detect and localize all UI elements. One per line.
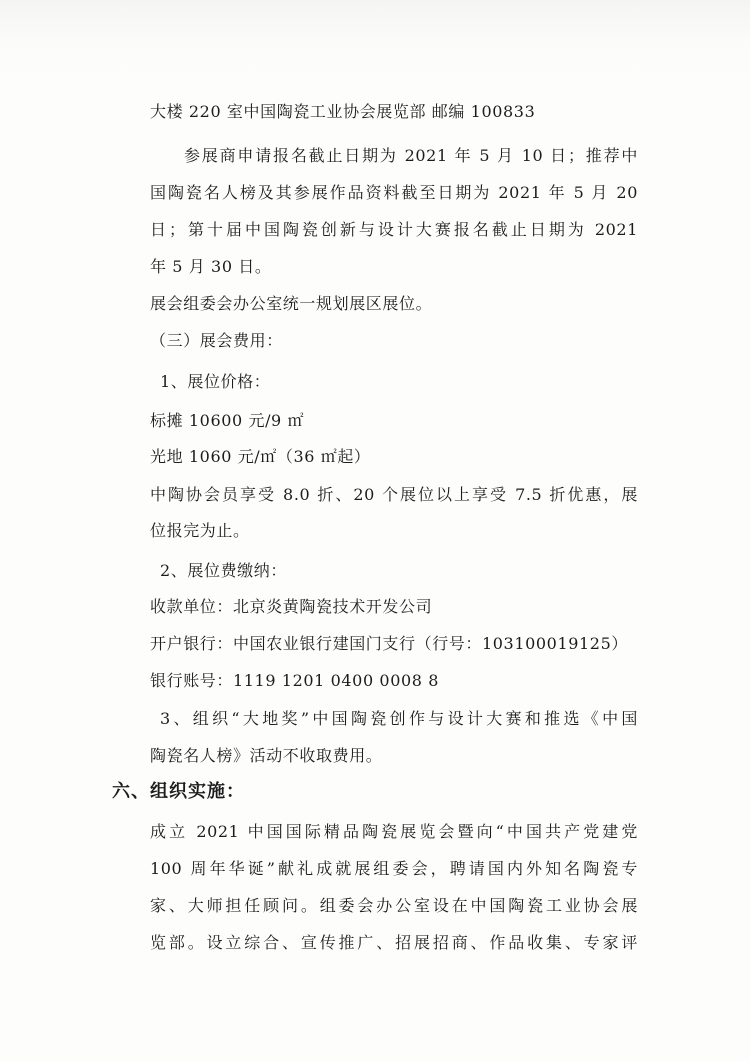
organization-paragraph-line-3: 家、大师担任顾问。组委会办公室设在中国陶瓷工业协会展 xyxy=(150,896,638,915)
raw-space-price: 光地 1060 元/㎡（36 ㎡起） xyxy=(150,447,371,466)
address-line: 大楼 220 室中国陶瓷工业协会展览部 邮编 100833 xyxy=(150,102,536,121)
section-fees-heading: （三）展会费用： xyxy=(150,331,283,350)
no-fee-line-1: 3、组织“大地奖”中国陶瓷创作与设计大赛和推选《中国 xyxy=(160,709,638,728)
deadline-paragraph-line-2: 国陶瓷名人榜及其参展作品资料截至日期为 2021 年 5 月 20 xyxy=(150,183,638,202)
bank-line: 开户银行：中国农业银行建国门支行（行号：103100019125） xyxy=(150,634,628,653)
member-discount-line-2: 位报完为止。 xyxy=(150,521,250,540)
organization-paragraph-line-4: 览部。设立综合、宣传推广、招展招商、作品收集、专家评 xyxy=(150,933,638,952)
booth-price-heading: 1、展位价格： xyxy=(160,372,271,391)
no-fee-line-2: 陶瓷名人榜》活动不收取费用。 xyxy=(150,746,383,765)
account-number-line: 银行账号：1119 1201 0400 0008 8 xyxy=(150,671,439,690)
deadline-paragraph-line-1: 参展商申请报名截止日期为 2021 年 5 月 10 日；推荐中 xyxy=(184,146,638,165)
deadline-paragraph-line-4: 年 5 月 30 日。 xyxy=(150,257,272,276)
member-discount-line-1: 中陶协会员享受 8.0 折、20 个展位以上享受 7.5 折优惠，展 xyxy=(150,485,638,504)
standard-booth-price: 标摊 10600 元/9 ㎡ xyxy=(150,411,305,430)
organization-paragraph-line-2: 100 周年华诞”献礼成就展组委会，聘请国内外知名陶瓷专 xyxy=(150,859,638,878)
deadline-paragraph-line-3: 日；第十届中国陶瓷创新与设计大赛报名截止日期为 2021 xyxy=(150,220,638,239)
fee-payment-heading: 2、展位费缴纳： xyxy=(160,561,287,580)
organization-paragraph-line-1: 成立 2021 中国国际精品陶瓷展览会暨向“中国共产党建党 xyxy=(150,822,638,841)
payee-line: 收款单位：北京炎黄陶瓷技术开发公司 xyxy=(150,597,433,616)
booth-planning-line: 展会组委会办公室统一规划展区展位。 xyxy=(150,294,433,313)
section-six-heading: 六、组织实施： xyxy=(112,781,245,802)
